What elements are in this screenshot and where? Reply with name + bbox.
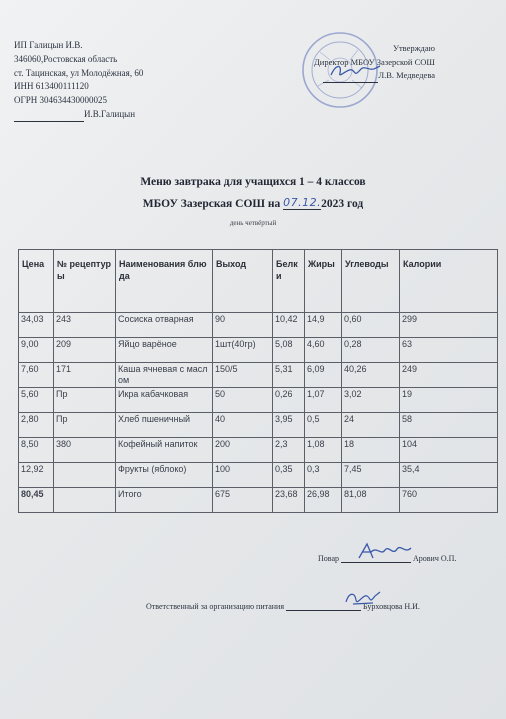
menu-table <box>18 249 498 513</box>
responsible-signature <box>343 588 383 608</box>
header-calories: Калории <box>400 250 498 313</box>
table-row: 2,80 Пр Хлеб пшеничный 40 3,95 0,5 24 58 <box>19 413 498 438</box>
cook-signature <box>355 540 415 562</box>
header-carbs: Углеводы <box>342 250 400 313</box>
director-signature <box>328 60 383 82</box>
table-row: 5,60 Пр Икра кабачковая 50 0,26 1,07 3,02 19 <box>19 388 498 413</box>
table-row: 7,60 171 Каша ячневая с маслом 150/5 5,31 6,09 40,26 249 <box>19 363 498 388</box>
approval-word: Утверждаю <box>392 43 435 53</box>
table-total-row: 80,45 Итого 675 23,68 26,98 81,08 760 <box>19 488 498 513</box>
menu-date: 07.12. <box>283 196 322 209</box>
org-line: ст. Тацинская, ул Молодёжная, 60 <box>14 67 144 78</box>
header-recipe: № рецептуры <box>54 250 116 313</box>
menu-title-line1: Меню завтрака для учащихся 1 – 4 классов <box>140 176 366 188</box>
header-fat: Жиры <box>305 250 342 313</box>
org-line: ОГРН 304634430000025 <box>14 95 107 106</box>
header-yield: Выход <box>213 250 273 313</box>
table-row: 9,00 209 Яйцо варёное 1шт(40гр) 5,08 4,60 0,28 63 <box>19 338 498 363</box>
organization-block <box>14 39 143 122</box>
table-row: 34,03 243 Сосиска отварная 90 10,42 14,9 0,60 299 <box>19 313 498 338</box>
approval-name-line: Л.В. Медведева <box>285 69 435 83</box>
org-line: ИП Галицын И.В. <box>14 40 83 50</box>
org-line: ИНН 613400111120 <box>14 81 89 92</box>
responsible-signature-line: Ответственный за организацию питания Бурховцова Н.И. <box>146 602 420 611</box>
day-label: день четвёртый <box>229 219 277 227</box>
header-protein: Белки <box>273 250 305 313</box>
header-dish: Наименования блюда <box>116 250 213 313</box>
header-price: Цена <box>19 250 54 313</box>
org-signature-line: И.В.Галицын <box>14 108 143 122</box>
approval-position: Директор МБОУ Зазерской СОШ <box>314 56 435 67</box>
table-header-row <box>19 250 498 313</box>
org-line: 346060,Ростовская область <box>14 53 118 64</box>
table-row: 12,92 Фрукты (яблоко) 100 0,35 0,3 7,45 35,4 <box>19 463 498 488</box>
cook-signature-line: Повар Арович О.П. <box>318 554 457 563</box>
menu-title-line2: МБОУ Зазерская СОШ на 07.12.2023 год <box>142 196 364 210</box>
table-row: 8,50 380 Кофейный напиток 200 2,3 1,08 18 104 <box>19 438 498 463</box>
